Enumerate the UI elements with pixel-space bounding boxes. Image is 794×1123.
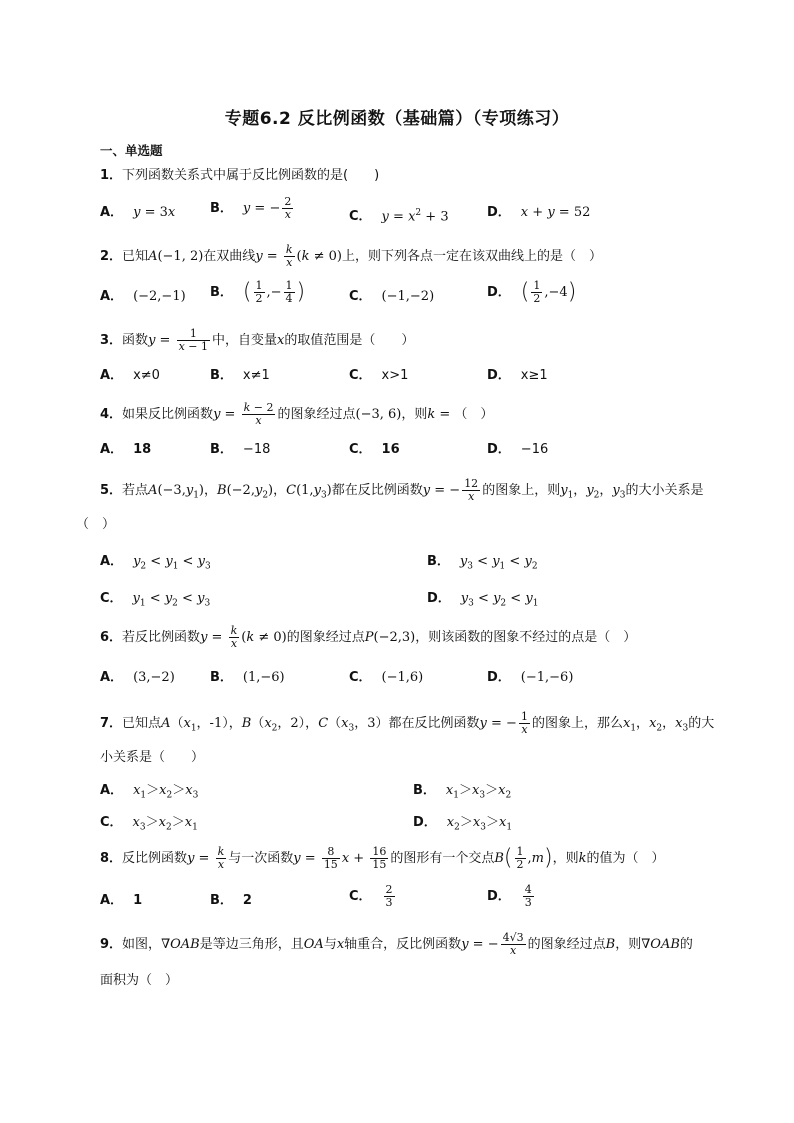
question-8: 8．反比例函数y = $\frac{k}{x}$ 与一次函数y = $\frac{8}{15}$ x + $\frac{16}{15}$ 的图形有一个交点B( $\frac{1}{2}$ ,m)，则k的值为（ ） — [100, 845, 665, 871]
question-3: 3．函数y = $\frac{1}{x - 1}$ 中，自变量x的取值范围是（ ） — [100, 327, 415, 353]
q4-option-a: A． 18 — [100, 442, 152, 457]
question-7: 7．已知点$A(x_1$，-1），$B(x_2$，2），$C(x_3$，3）都在反比例函数y = − $\frac{1}{x}$ 的图象上，那么$x_1$，$x_2$，$x_3$的大 — [100, 710, 715, 736]
q5-option-c: C． $y_1 < y_2 < y_3$ — [100, 591, 211, 609]
question-6: 6．若反比例函数y = $\frac{k}{x}$ (k ≠ 0)的图象经过点P(−2,3)，则该函数的图象不经过的点是（ ） — [100, 624, 637, 650]
q8-option-b: B． 2 — [210, 893, 252, 908]
q8-option-a: A． 1 — [100, 893, 143, 908]
q8-option-c: C． $\frac{2}{3}$ — [349, 883, 393, 909]
section-heading: 一、单选题 — [100, 143, 163, 158]
q8-option-d: D． $\frac{4}{3}$ — [487, 883, 532, 909]
q6-option-c: C． (−1,6) — [349, 670, 424, 685]
q1-option-a: A． y = 3x — [100, 205, 176, 220]
question-number: 1． — [100, 168, 123, 183]
q6-option-b: B． (1,−6) — [210, 670, 285, 685]
q5-option-b: B． $y_3 < y_1 < y_2$ — [427, 554, 538, 572]
q7-option-c: C． $x_3>x_2>x_1$ — [100, 815, 198, 833]
q1-option-b: B． y = − $\frac{2}{x}$ — [210, 195, 292, 221]
q7-option-b: B． $x_1>x_3>x_2$ — [413, 783, 512, 801]
q3-option-d: D． x≥1 — [487, 368, 548, 383]
q4-option-d: D． −16 — [487, 442, 549, 457]
q1-option-d: D． x + y = 52 — [487, 205, 591, 220]
question-5-line-2: （ ） — [76, 517, 116, 532]
q5-option-a: A． $y_2 < y_1 < y_3$ — [100, 554, 211, 572]
question-5: 5．若点$A(-3,y_1)$，$B(-2,y_2)$，$C(1,y_3)$都在反比例函数y = − $\frac{12}{x}$ 的图象上，则$y_1$，$y_2$，$y_3$的大小关系是 — [100, 477, 704, 503]
q5-option-d: D． $y_3 < y_2 < y_1$ — [427, 591, 539, 609]
question-7-line-2: 小关系是（ ） — [100, 750, 205, 765]
q6-option-d: D． (−1,−6) — [487, 670, 574, 685]
q3-option-b: B． x≠1 — [210, 368, 270, 383]
question-text: 下列函数关系式中属于反比例函数的是( ) — [122, 168, 380, 183]
q2-option-c: C． (−1,−2) — [349, 289, 435, 304]
q2-option-b: B． ( $\frac{1}{2}$ ,− $\frac{1}{4}$ ) — [210, 279, 306, 305]
question-9: 9．如图，∇OAB是等边三角形，且OA与x轴重合，反比例函数y = − $\frac{4√3}{x}$ 的图象经过点B，则∇OAB的 — [100, 931, 693, 957]
question-2: 2．已知A(−1, 2)在双曲线y = $\frac{k}{x}$ (k ≠ 0)上，则下列各点一定在该双曲线上的是（ ） — [100, 243, 602, 269]
q2-option-a: A． (−2,−1) — [100, 289, 186, 304]
q6-option-a: A． (3,−2) — [100, 670, 175, 685]
question-1 — [100, 166, 725, 186]
q3-option-c: C． x>1 — [349, 368, 409, 383]
q4-option-b: B． −18 — [210, 442, 271, 457]
question-9-line-2: 面积为（ ） — [100, 973, 179, 988]
q4-option-c: C． 16 — [349, 442, 400, 457]
page-title: 专题6.2 反比例函数（基础篇）（专项练习） — [224, 109, 570, 129]
q2-option-d: D． ( $\frac{1}{2}$ ,−4) — [487, 279, 577, 305]
q3-option-a: A． x≠0 — [100, 368, 160, 383]
q7-option-d: D． $x_2>x_3>x_1$ — [413, 815, 513, 833]
question-4: 4．如果反比例函数y = $\frac{k - 2}{x}$ 的图象经过点(−3, 6)，则k = （ ） — [100, 401, 494, 427]
q7-option-a: A． $x_1>x_2>x_3$ — [100, 783, 199, 801]
q1-option-c: C． $y = x^2 + 3$ — [349, 208, 449, 225]
